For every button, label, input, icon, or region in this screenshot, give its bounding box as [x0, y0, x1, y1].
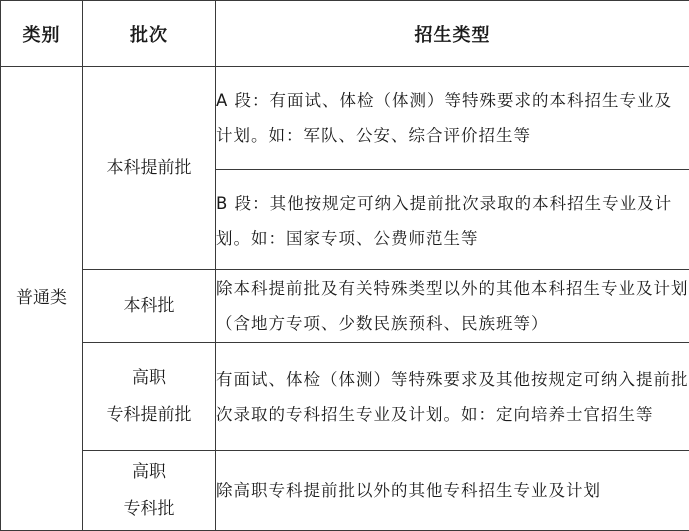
batch-label-line1: 高职	[83, 454, 215, 491]
type-cell-a: A 段：有面试、体检（体测）等特殊要求的本科招生专业及计划。如：军队、公安、综合评价招生等	[216, 67, 689, 170]
header-category: 类别	[1, 1, 83, 67]
header-batch: 批次	[83, 1, 216, 67]
header-type: 招生类型	[216, 1, 689, 67]
type-cell-vocational-early: 有面试、体检（体测）等特殊要求及其他按规定可纳入提前批次录取的专科招生专业及计划。如：定向培养士官招生等	[216, 343, 689, 451]
batch-label-line1: 高职	[83, 360, 215, 397]
header-row	[1, 1, 689, 67]
batch-label: 本科提前批	[83, 150, 215, 187]
batch-label-line2: 专科提前批	[83, 397, 215, 434]
batch-cell-undergrad-early	[83, 67, 216, 270]
type-cell-undergrad: 除本科提前批及有关特殊类型以外的其他本科招生专业及计划（含地方专项、少数民族预科、民族班等）	[216, 270, 689, 343]
table-row	[1, 67, 689, 170]
category-cell: 普通类	[1, 67, 83, 531]
type-cell-vocational: 除高职专科提前批以外的其他专科招生专业及计划	[216, 451, 689, 531]
table-row	[1, 270, 689, 343]
table-row	[1, 343, 689, 451]
batch-label: 本科批	[83, 288, 215, 325]
type-cell-b: B 段：其他按规定可纳入提前批次录取的本科招生专业及计划。如：国家专项、公费师范生等	[216, 170, 689, 270]
batch-cell-vocational	[83, 451, 216, 531]
batch-label-line2: 专科批	[83, 491, 215, 528]
table-row	[1, 451, 689, 531]
batch-cell-vocational-early	[83, 343, 216, 451]
batch-cell-undergrad	[83, 270, 216, 343]
